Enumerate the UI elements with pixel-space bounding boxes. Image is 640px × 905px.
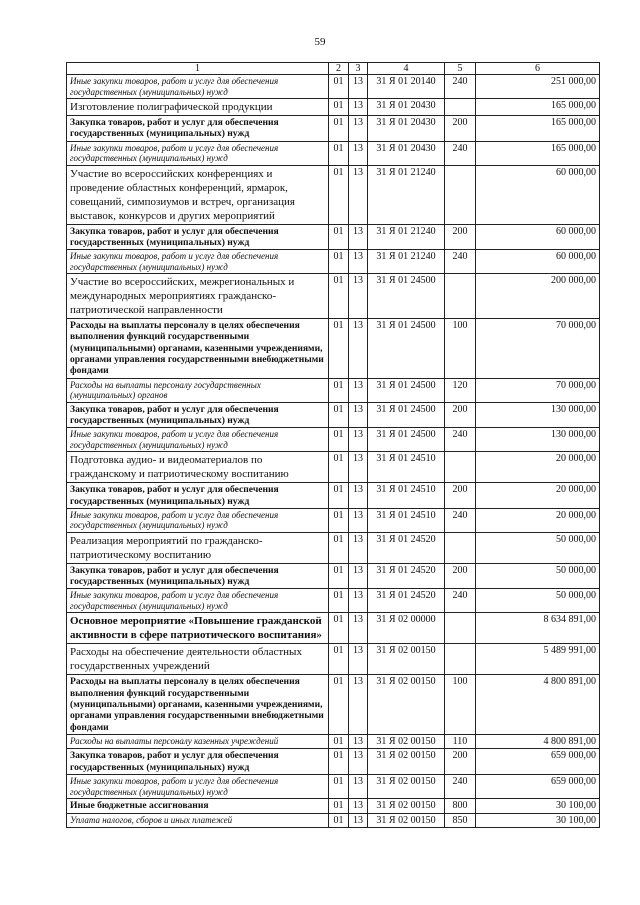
row-name-cell: Закупка товаров, работ и услуг для обеспечения государственных (муниципальных) нужд <box>67 402 329 428</box>
row-type-cell: 800 <box>445 799 476 814</box>
row-name-cell: Участие во всероссийских, межрегиональных и международных мероприятиях гражданско-патриотической направленности <box>67 274 329 319</box>
row-section-cell: 01 <box>329 749 349 775</box>
row-code-cell: 31 Я 01 20430 <box>368 116 445 142</box>
row-name-cell: Иные закупки товаров, работ и услуг для обеспечения государственных (муниципальных) нужд <box>67 250 329 274</box>
row-section-cell: 01 <box>329 563 349 589</box>
row-name-cell: Закупка товаров, работ и услуг для обеспечения государственных (муниципальных) нужд <box>67 563 329 589</box>
row-amount-cell: 60 000,00 <box>476 250 600 274</box>
row-code-cell: 31 Я 01 20430 <box>368 141 445 165</box>
row-code-cell: 31 Я 02 00150 <box>368 675 445 734</box>
row-code-cell: 31 Я 01 24510 <box>368 483 445 509</box>
row-amount-cell: 60 000,00 <box>476 165 600 224</box>
row-code-cell: 31 Я 01 20140 <box>368 75 445 99</box>
header-col-5: 5 <box>445 63 476 75</box>
row-section-cell: 01 <box>329 250 349 274</box>
row-subsection-cell: 13 <box>349 165 368 224</box>
row-name-cell: Закупка товаров, работ и услуг для обеспечения государственных (муниципальных) нужд <box>67 483 329 509</box>
row-code-cell: 31 Я 01 24520 <box>368 532 445 563</box>
row-subsection-cell: 13 <box>349 813 368 828</box>
table-row <box>67 75 600 99</box>
table-row <box>67 749 600 775</box>
header-col-4: 4 <box>368 63 445 75</box>
row-subsection-cell: 13 <box>349 402 368 428</box>
row-subsection-cell: 13 <box>349 799 368 814</box>
row-subsection-cell: 13 <box>349 452 368 483</box>
row-amount-cell: 30 100,00 <box>476 813 600 828</box>
row-code-cell: 31 Я 02 00150 <box>368 799 445 814</box>
row-amount-cell: 70 000,00 <box>476 319 600 378</box>
table-row <box>67 613 600 644</box>
row-subsection-cell: 13 <box>349 428 368 452</box>
table-row <box>67 508 600 532</box>
row-subsection-cell: 13 <box>349 250 368 274</box>
row-subsection-cell: 13 <box>349 644 368 675</box>
row-amount-cell: 659 000,00 <box>476 749 600 775</box>
row-amount-cell: 20 000,00 <box>476 483 600 509</box>
row-name-cell: Расходы на обеспечение деятельности областных государственных учреждений <box>67 644 329 675</box>
table-row <box>67 378 600 402</box>
table-row <box>67 483 600 509</box>
row-section-cell: 01 <box>329 428 349 452</box>
row-code-cell: 31 Я 02 00150 <box>368 813 445 828</box>
row-amount-cell: 4 800 891,00 <box>476 734 600 749</box>
row-type-cell: 200 <box>445 116 476 142</box>
row-name-cell: Расходы на выплаты персоналу государственных (муниципальных) органов <box>67 378 329 402</box>
header-col-6: 6 <box>476 63 600 75</box>
row-section-cell: 01 <box>329 734 349 749</box>
row-subsection-cell: 13 <box>349 141 368 165</box>
row-type-cell: 200 <box>445 749 476 775</box>
row-type-cell: 200 <box>445 483 476 509</box>
row-type-cell: 240 <box>445 775 476 799</box>
row-section-cell: 01 <box>329 813 349 828</box>
row-type-cell: 100 <box>445 319 476 378</box>
row-subsection-cell: 13 <box>349 116 368 142</box>
row-code-cell: 31 Я 02 00150 <box>368 749 445 775</box>
row-section-cell: 01 <box>329 141 349 165</box>
page-number: 59 <box>314 36 326 48</box>
table-row <box>67 428 600 452</box>
table-row <box>67 563 600 589</box>
row-code-cell: 31 Я 01 24520 <box>368 563 445 589</box>
row-type-cell: 240 <box>445 250 476 274</box>
row-type-cell: 120 <box>445 378 476 402</box>
row-name-cell: Расходы на выплаты персоналу казенных учреждений <box>67 734 329 749</box>
row-amount-cell: 4 800 891,00 <box>476 675 600 734</box>
header-col-2: 2 <box>329 63 349 75</box>
table-row <box>67 165 600 224</box>
row-section-cell: 01 <box>329 274 349 319</box>
row-type-cell <box>445 99 476 116</box>
row-amount-cell: 60 000,00 <box>476 224 600 250</box>
table-row <box>67 799 600 814</box>
row-name-cell: Основное мероприятие «Повышение гражданской активности в сфере патриотического воспитания» <box>67 613 329 644</box>
row-type-cell: 200 <box>445 563 476 589</box>
row-code-cell: 31 Я 02 00150 <box>368 644 445 675</box>
row-name-cell: Участие во всероссийских конференциях и проведение областных конференций, ярмарок, совещаний, симпозиумов и встреч, организация выставок, конкурсов и других мероприятий <box>67 165 329 224</box>
row-name-cell: Иные бюджетные ассигнования <box>67 799 329 814</box>
table-row <box>67 675 600 734</box>
table-row <box>67 775 600 799</box>
row-subsection-cell: 13 <box>349 613 368 644</box>
row-amount-cell: 659 000,00 <box>476 775 600 799</box>
row-subsection-cell: 13 <box>349 224 368 250</box>
row-type-cell: 200 <box>445 224 476 250</box>
row-subsection-cell: 13 <box>349 483 368 509</box>
row-name-cell: Расходы на выплаты персоналу в целях обеспечения выполнения функций государственными (муниципальными) органами, казенными учреждениями, органами управления государственными внебюджетными фондами <box>67 675 329 734</box>
table-row <box>67 274 600 319</box>
row-type-cell: 240 <box>445 75 476 99</box>
table-row <box>67 319 600 378</box>
row-amount-cell: 200 000,00 <box>476 274 600 319</box>
row-type-cell: 240 <box>445 141 476 165</box>
row-code-cell: 31 Я 01 24500 <box>368 402 445 428</box>
row-type-cell: 200 <box>445 402 476 428</box>
row-subsection-cell: 13 <box>349 99 368 116</box>
row-amount-cell: 30 100,00 <box>476 799 600 814</box>
row-type-cell <box>445 532 476 563</box>
table-row <box>67 116 600 142</box>
table-row <box>67 644 600 675</box>
row-type-cell: 850 <box>445 813 476 828</box>
row-subsection-cell: 13 <box>349 274 368 319</box>
row-code-cell: 31 Я 02 00150 <box>368 734 445 749</box>
table-header-row <box>67 63 600 75</box>
row-section-cell: 01 <box>329 775 349 799</box>
row-amount-cell: 165 000,00 <box>476 141 600 165</box>
header-col-3: 3 <box>349 63 368 75</box>
row-type-cell <box>445 644 476 675</box>
table-row <box>67 532 600 563</box>
row-type-cell <box>445 274 476 319</box>
row-name-cell: Иные закупки товаров, работ и услуг для обеспечения государственных (муниципальных) нужд <box>67 141 329 165</box>
row-subsection-cell: 13 <box>349 749 368 775</box>
row-subsection-cell: 13 <box>349 75 368 99</box>
table-row <box>67 734 600 749</box>
row-section-cell: 01 <box>329 532 349 563</box>
row-type-cell <box>445 452 476 483</box>
row-code-cell: 31 Я 01 24510 <box>368 508 445 532</box>
row-section-cell: 01 <box>329 589 349 613</box>
row-section-cell: 01 <box>329 378 349 402</box>
row-code-cell: 31 Я 01 24510 <box>368 452 445 483</box>
row-code-cell: 31 Я 02 00000 <box>368 613 445 644</box>
row-code-cell: 31 Я 01 24500 <box>368 274 445 319</box>
row-name-cell: Реализация мероприятий по гражданско-патриотическому воспитанию <box>67 532 329 563</box>
row-name-cell: Расходы на выплаты персоналу в целях обеспечения выполнения функций государственными (муниципальными) органами, казенными учреждениями, органами управления государственными внебюджетными фондами <box>67 319 329 378</box>
row-section-cell: 01 <box>329 99 349 116</box>
row-section-cell: 01 <box>329 613 349 644</box>
row-amount-cell: 130 000,00 <box>476 402 600 428</box>
table-row <box>67 99 600 116</box>
row-amount-cell: 50 000,00 <box>476 563 600 589</box>
row-section-cell: 01 <box>329 799 349 814</box>
row-amount-cell: 20 000,00 <box>476 508 600 532</box>
row-amount-cell: 70 000,00 <box>476 378 600 402</box>
row-amount-cell: 130 000,00 <box>476 428 600 452</box>
row-name-cell: Уплата налогов, сборов и иных платежей <box>67 813 329 828</box>
row-code-cell: 31 Я 01 24500 <box>368 319 445 378</box>
row-type-cell: 100 <box>445 675 476 734</box>
row-name-cell: Изготовление полиграфической продукции <box>67 99 329 116</box>
table-row <box>67 589 600 613</box>
row-type-cell: 240 <box>445 589 476 613</box>
row-name-cell: Подготовка аудио- и видеоматериалов по гражданскому и патриотическому воспитанию <box>67 452 329 483</box>
row-name-cell: Закупка товаров, работ и услуг для обеспечения государственных (муниципальных) нужд <box>67 749 329 775</box>
row-section-cell: 01 <box>329 644 349 675</box>
row-section-cell: 01 <box>329 508 349 532</box>
row-amount-cell: 165 000,00 <box>476 99 600 116</box>
row-subsection-cell: 13 <box>349 589 368 613</box>
row-code-cell: 31 Я 02 00150 <box>368 775 445 799</box>
row-section-cell: 01 <box>329 675 349 734</box>
row-amount-cell: 50 000,00 <box>476 589 600 613</box>
table-row <box>67 141 600 165</box>
row-code-cell: 31 Я 01 24500 <box>368 428 445 452</box>
header-col-1: 1 <box>67 63 329 75</box>
row-code-cell: 31 Я 01 21240 <box>368 165 445 224</box>
row-section-cell: 01 <box>329 402 349 428</box>
row-section-cell: 01 <box>329 75 349 99</box>
table-row <box>67 250 600 274</box>
row-subsection-cell: 13 <box>349 563 368 589</box>
budget-table <box>66 62 600 828</box>
row-name-cell: Закупка товаров, работ и услуг для обеспечения государственных (муниципальных) нужд <box>67 116 329 142</box>
row-amount-cell: 5 489 991,00 <box>476 644 600 675</box>
row-subsection-cell: 13 <box>349 775 368 799</box>
row-name-cell: Иные закупки товаров, работ и услуг для обеспечения государственных (муниципальных) нужд <box>67 428 329 452</box>
row-type-cell: 110 <box>445 734 476 749</box>
table-row <box>67 402 600 428</box>
table-row <box>67 452 600 483</box>
row-section-cell: 01 <box>329 116 349 142</box>
row-code-cell: 31 Я 01 21240 <box>368 250 445 274</box>
row-section-cell: 01 <box>329 452 349 483</box>
row-code-cell: 31 Я 01 20430 <box>368 99 445 116</box>
row-amount-cell: 165 000,00 <box>476 116 600 142</box>
row-type-cell: 240 <box>445 428 476 452</box>
row-type-cell: 240 <box>445 508 476 532</box>
row-code-cell: 31 Я 01 24520 <box>368 589 445 613</box>
row-amount-cell: 20 000,00 <box>476 452 600 483</box>
row-amount-cell: 8 634 891,00 <box>476 613 600 644</box>
row-amount-cell: 251 000,00 <box>476 75 600 99</box>
row-subsection-cell: 13 <box>349 378 368 402</box>
row-name-cell: Иные закупки товаров, работ и услуг для обеспечения государственных (муниципальных) нужд <box>67 75 329 99</box>
row-section-cell: 01 <box>329 224 349 250</box>
row-name-cell: Иные закупки товаров, работ и услуг для обеспечения государственных (муниципальных) нужд <box>67 775 329 799</box>
row-amount-cell: 50 000,00 <box>476 532 600 563</box>
row-name-cell: Иные закупки товаров, работ и услуг для обеспечения государственных (муниципальных) нужд <box>67 508 329 532</box>
row-type-cell <box>445 165 476 224</box>
row-name-cell: Закупка товаров, работ и услуг для обеспечения государственных (муниципальных) нужд <box>67 224 329 250</box>
row-subsection-cell: 13 <box>349 734 368 749</box>
row-subsection-cell: 13 <box>349 508 368 532</box>
row-section-cell: 01 <box>329 165 349 224</box>
table-row <box>67 224 600 250</box>
row-code-cell: 31 Я 01 24500 <box>368 378 445 402</box>
row-section-cell: 01 <box>329 319 349 378</box>
row-code-cell: 31 Я 01 21240 <box>368 224 445 250</box>
row-name-cell: Иные закупки товаров, работ и услуг для обеспечения государственных (муниципальных) нужд <box>67 589 329 613</box>
row-subsection-cell: 13 <box>349 675 368 734</box>
row-section-cell: 01 <box>329 483 349 509</box>
table-row <box>67 813 600 828</box>
row-subsection-cell: 13 <box>349 532 368 563</box>
row-subsection-cell: 13 <box>349 319 368 378</box>
row-type-cell <box>445 613 476 644</box>
